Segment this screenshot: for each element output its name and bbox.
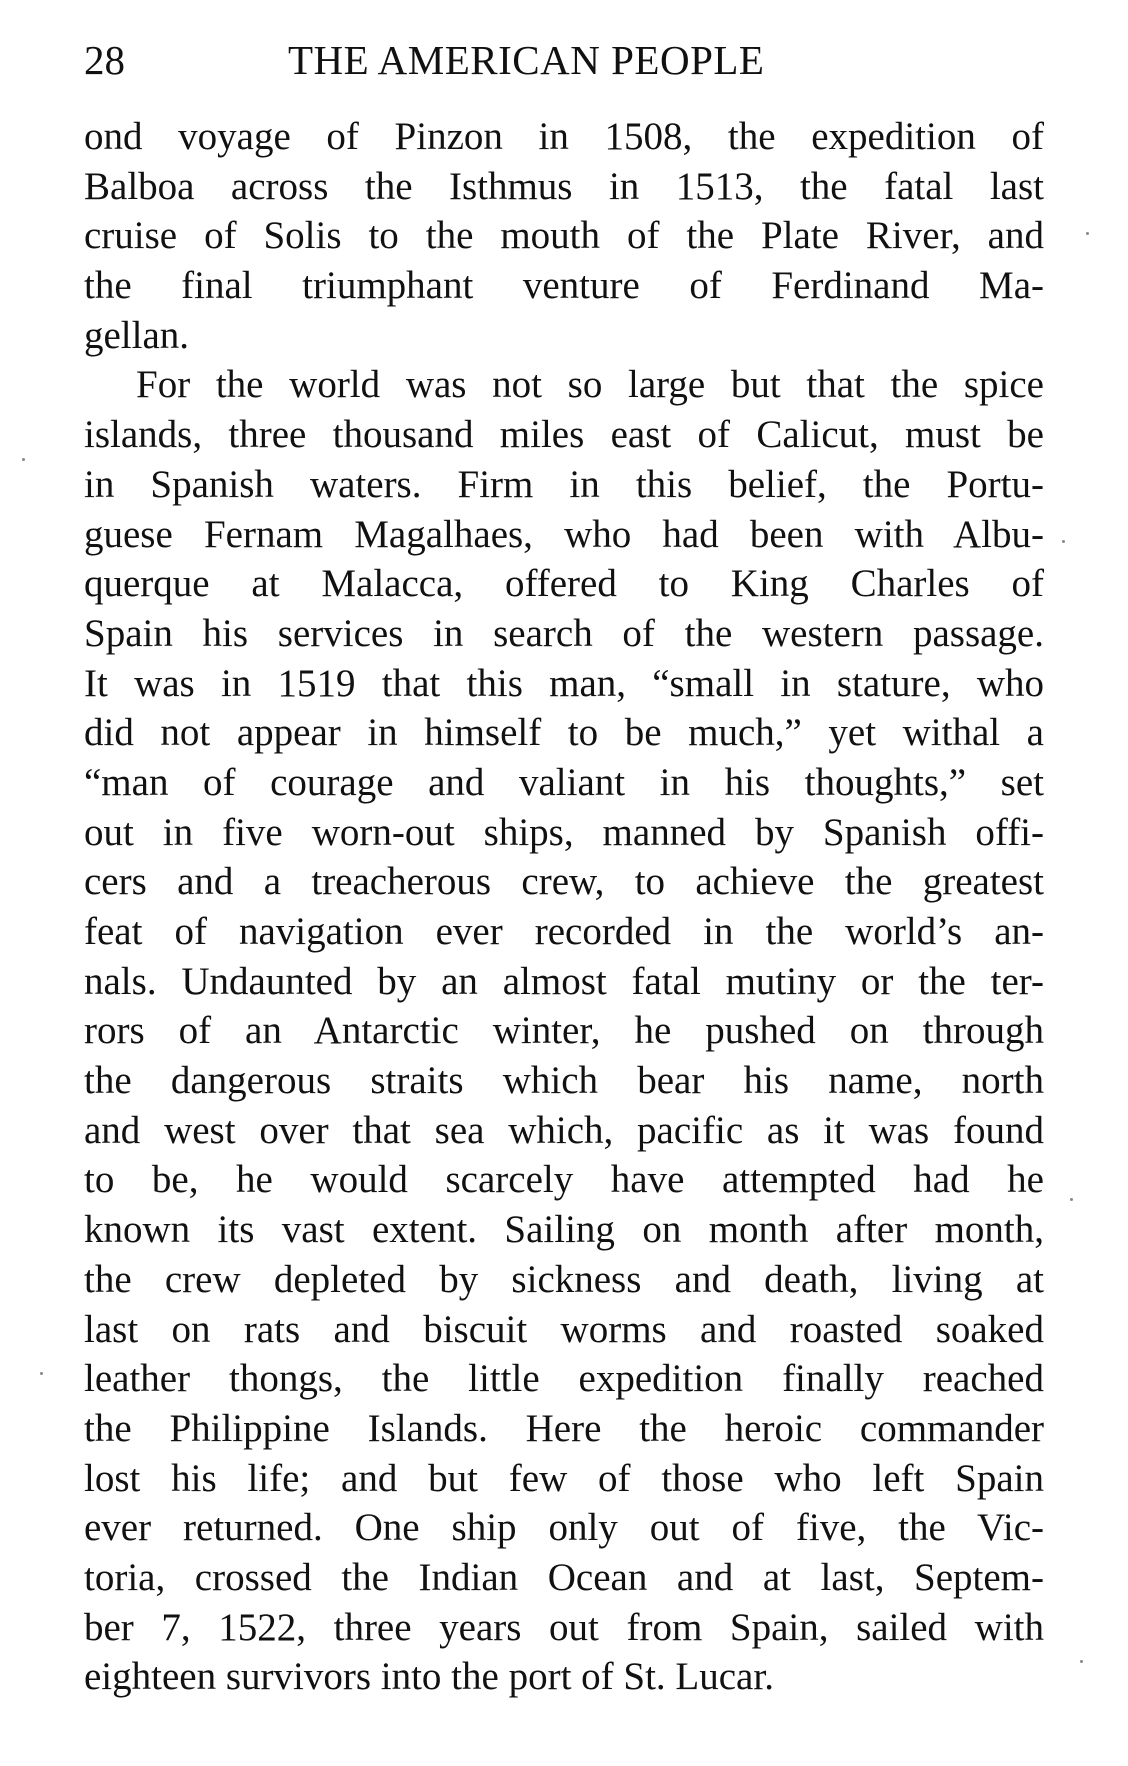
- body-text: [84, 112, 1044, 1702]
- text-line: known its vast extent. Sailing on month after month,: [84, 1208, 1044, 1252]
- text-line: eighteen survivors into the port of St. Lucar.: [84, 1655, 774, 1699]
- scan-speck: [1062, 540, 1065, 543]
- text-line: “man of courage and valiant in his thoughts,” set: [84, 760, 1044, 804]
- text-line: feat of navigation ever recorded in the world’s an-: [84, 910, 1044, 953]
- page-number: 28: [84, 37, 125, 83]
- paragraph: [84, 112, 1044, 360]
- text-line: lost his life; and but few of those who left Spain: [84, 1456, 1044, 1500]
- text-line: in Spanish waters. Firm in this belief, the Portu-: [84, 462, 1044, 506]
- text-line: guese Fernam Magalhaes, who had been with Albu-: [84, 512, 1044, 556]
- text-line: out in five worn-out ships, manned by Spanish offi-: [84, 810, 1044, 854]
- text-line: to be, he would scarcely have attempted had he: [84, 1158, 1044, 1202]
- text-line: cruise of Solis to the mouth of the Plate River, and: [84, 214, 1044, 258]
- text-line: querque at Malacca, offered to King Charles of: [84, 562, 1044, 606]
- text-line: nals. Undaunted by an almost fatal mutiny or the ter-: [84, 959, 1044, 1003]
- text-line: toria, crossed the Indian Ocean and at last, Septem-: [84, 1555, 1044, 1599]
- text-line: islands, three thousand miles east of Calicut, must be: [84, 413, 1044, 457]
- text-line: Balboa across the Isthmus in 1513, the fatal last: [84, 164, 1044, 208]
- text-line: For the world was not so large but that the spice: [136, 363, 1044, 407]
- text-line: Spain his services in search of the western passage.: [84, 611, 1044, 655]
- page-header: [84, 30, 1044, 90]
- paragraph: [84, 360, 1044, 1702]
- scan-speck: [40, 1372, 43, 1375]
- text-line: leather thongs, the little expedition finally reached: [84, 1357, 1044, 1401]
- text-line: and west over that sea which, pacific as it was found: [84, 1108, 1044, 1152]
- text-line: last on rats and biscuit worms and roasted soaked: [84, 1307, 1044, 1351]
- scan-speck: [1080, 1660, 1083, 1663]
- running-head: THE AMERICAN PEOPLE: [288, 37, 765, 83]
- text-line: the crew depleted by sickness and death, living at: [84, 1257, 1044, 1301]
- text-line: did not appear in himself to be much,” yet withal a: [84, 711, 1044, 755]
- scan-speck: [1086, 232, 1089, 235]
- scan-speck: [22, 458, 25, 461]
- text-line: gellan.: [84, 313, 190, 357]
- text-line: It was in 1519 that this man, “small in stature, who: [84, 661, 1044, 705]
- text-line: ber 7, 1522, three years out from Spain, sailed with: [84, 1605, 1044, 1649]
- text-line: the dangerous straits which bear his name, north: [84, 1059, 1044, 1103]
- scan-speck: [1070, 1198, 1073, 1201]
- text-line: ever returned. One ship only out of five, the Vic-: [84, 1506, 1044, 1550]
- text-line: the Philippine Islands. Here the heroic commander: [84, 1406, 1044, 1450]
- text-line: the final triumphant venture of Ferdinand Ma-: [84, 264, 1044, 308]
- text-line: cers and a treacherous crew, to achieve the greatest: [84, 860, 1044, 904]
- text-line: ond voyage of Pinzon in 1508, the expedition of: [84, 115, 1044, 158]
- text-line: rors of an Antarctic winter, he pushed on through: [84, 1009, 1044, 1053]
